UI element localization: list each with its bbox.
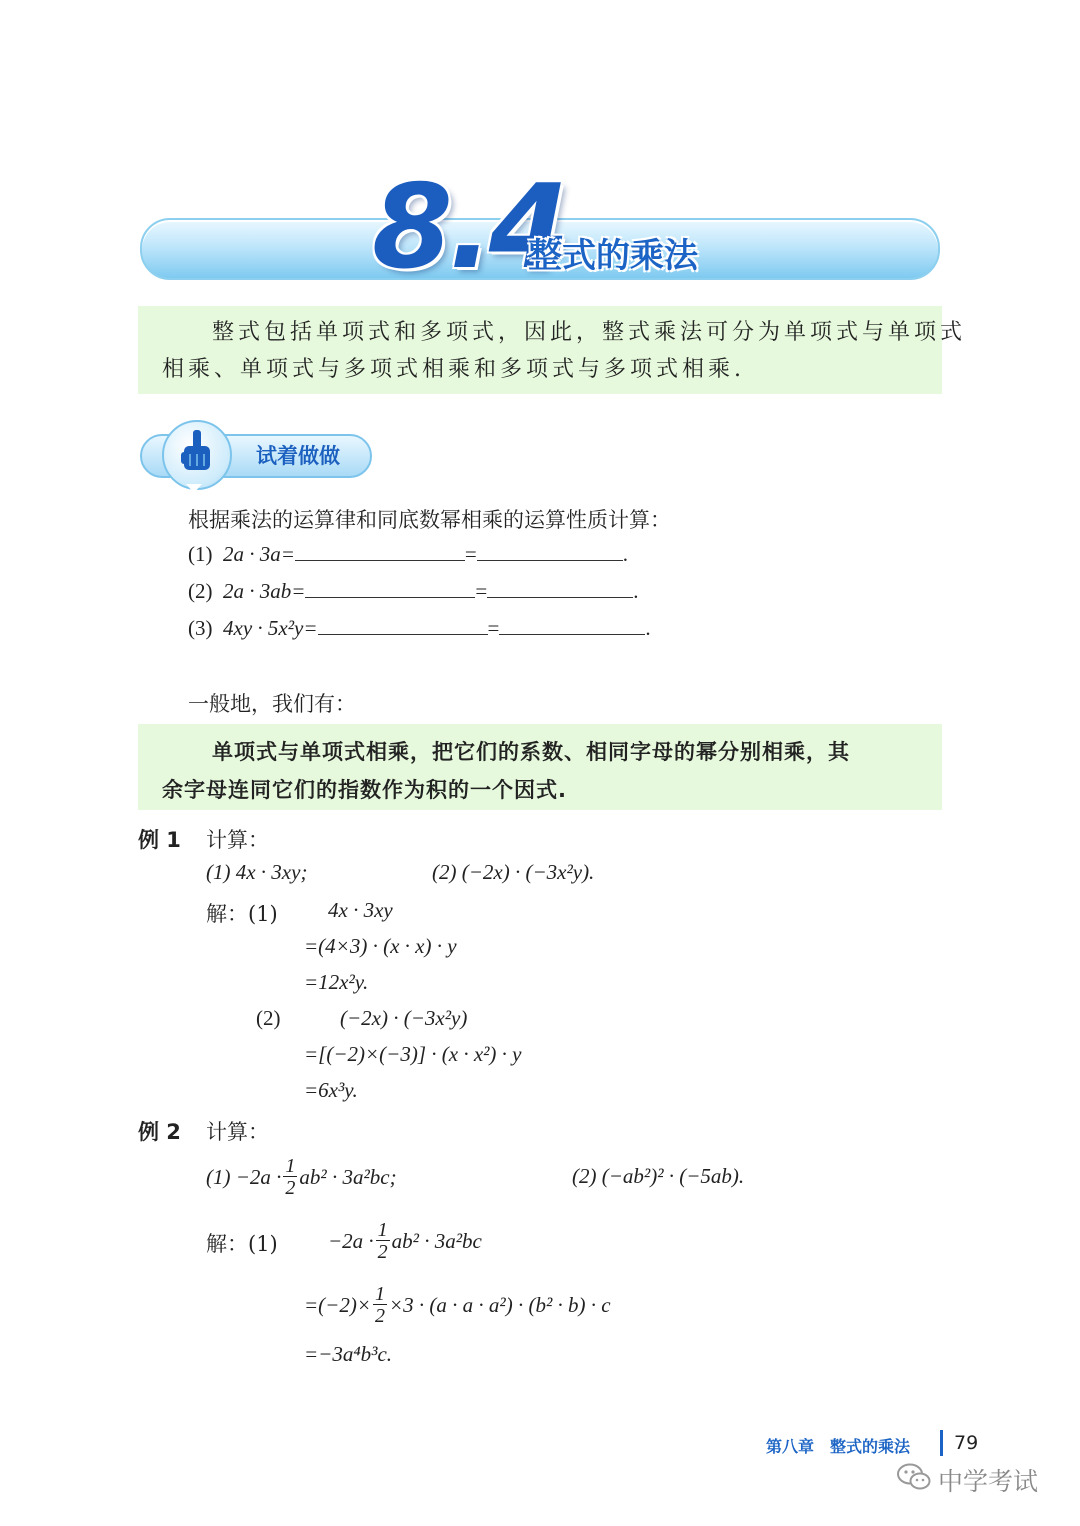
general-statement: 一般地，我们有： xyxy=(188,692,356,716)
step-prefix: =(−2)× xyxy=(304,1292,371,1317)
example-1-q2: (2) (−2x) · (−3x²y). xyxy=(432,860,595,884)
period: . xyxy=(622,542,629,566)
ex1-step: 4x · 3xy xyxy=(328,898,393,922)
step-suffix: ×3 · (a · a · a²) · (b² · b) · c xyxy=(389,1292,611,1317)
fraction xyxy=(373,1284,387,1326)
ex1-step: =(4×3) · (x · x) · y xyxy=(304,934,457,958)
fraction xyxy=(283,1156,297,1198)
try-item-prefix: (3) xyxy=(188,616,213,640)
rule-line-1: 单项式与单项式相乘，把它们的系数、相同字母的幂分别相乘，其 xyxy=(212,740,850,764)
ex1-step: (−2x) · (−3x²y) xyxy=(340,1006,468,1030)
q1-suffix: ab² · 3a²bc; xyxy=(299,1164,397,1189)
try-item-prefix: (1) xyxy=(188,542,213,566)
example-1-q1: (1) 4x · 3xy; xyxy=(206,860,308,884)
try-item-prefix: (2) xyxy=(188,579,213,603)
answer-blank[interactable] xyxy=(318,614,488,635)
footer-divider xyxy=(940,1430,943,1456)
example-2-solution-label: 解：(1) xyxy=(206,1232,278,1256)
try-item-1 xyxy=(188,540,628,567)
ex2-step-3: =−3a⁴b³c. xyxy=(304,1342,393,1366)
answer-blank[interactable] xyxy=(487,577,633,598)
try-item-3 xyxy=(188,614,651,641)
pill-arrow xyxy=(186,484,202,493)
ex1-step: =[(−2)×(−3)] · (x · x²) · y xyxy=(304,1042,522,1066)
try-it-label: 试着做做 xyxy=(256,444,340,468)
fraction-numerator: 1 xyxy=(375,1283,385,1305)
footer-chapter: 第八章 整式的乘法 xyxy=(766,1437,911,1456)
equals-sign: = xyxy=(475,579,488,603)
fraction-denominator: 2 xyxy=(377,1241,388,1263)
ex1-step: =12x²y. xyxy=(304,970,369,994)
example-2-label: 例 2 xyxy=(138,1120,181,1144)
answer-blank[interactable] xyxy=(305,577,475,598)
example-1-part-2-label: (2) xyxy=(256,1006,281,1030)
q1-prefix: (1) −2a · xyxy=(206,1164,282,1189)
fraction-numerator: 1 xyxy=(285,1155,296,1177)
example-1-task: 计算： xyxy=(206,828,269,852)
fraction-denominator: 2 xyxy=(375,1305,385,1327)
answer-blank[interactable] xyxy=(477,540,623,561)
hand-pointing-icon xyxy=(180,428,212,474)
page-number: 79 xyxy=(954,1432,979,1454)
try-item-expr: 4xy · 5x²y= xyxy=(223,616,318,640)
intro-line-1: 整式包括单项式和多项式，因此，整式乘法可分为单项式与单项式 xyxy=(212,320,967,345)
answer-blank[interactable] xyxy=(295,540,465,561)
period: . xyxy=(633,579,639,603)
example-2-task: 计算： xyxy=(206,1120,269,1144)
intro-line-2: 相乘、单项式与多项式相乘和多项式与多项式相乘. xyxy=(162,357,745,382)
example-2-q1 xyxy=(206,1152,397,1202)
example-1-label: 例 1 xyxy=(138,828,181,852)
fraction-denominator: 2 xyxy=(285,1177,296,1199)
section-number: 8.4 xyxy=(372,160,566,295)
ex2-step-2 xyxy=(304,1280,611,1330)
try-item-expr: 2a · 3a= xyxy=(223,542,295,566)
example-1-solution-label: 解：(1) xyxy=(206,902,278,926)
period: . xyxy=(645,616,651,640)
example-2-q2: (2) (−ab²)² · (−5ab). xyxy=(572,1164,745,1188)
equals-sign: = xyxy=(464,542,477,566)
equals-sign: = xyxy=(487,616,500,640)
wechat-icon xyxy=(896,1462,932,1492)
ex1-step: =6x³y. xyxy=(304,1078,358,1102)
step-suffix: ab² · 3a²bc xyxy=(391,1228,482,1253)
watermark-text: 中学考试 xyxy=(938,1467,1039,1496)
ex2-step-1 xyxy=(328,1216,482,1266)
fraction xyxy=(376,1220,390,1262)
answer-blank[interactable] xyxy=(499,614,645,635)
try-item-expr: 2a · 3ab= xyxy=(223,579,306,603)
try-item-2 xyxy=(188,577,639,604)
step-prefix: −2a · xyxy=(328,1228,374,1253)
rule-line-2: 余字母连同它们的指数作为积的一个因式. xyxy=(162,778,567,802)
fraction-numerator: 1 xyxy=(377,1219,388,1241)
section-title: 整式的乘法 xyxy=(528,236,698,276)
try-instruction: 根据乘法的运算律和同底数幂相乘的运算性质计算： xyxy=(188,508,671,532)
